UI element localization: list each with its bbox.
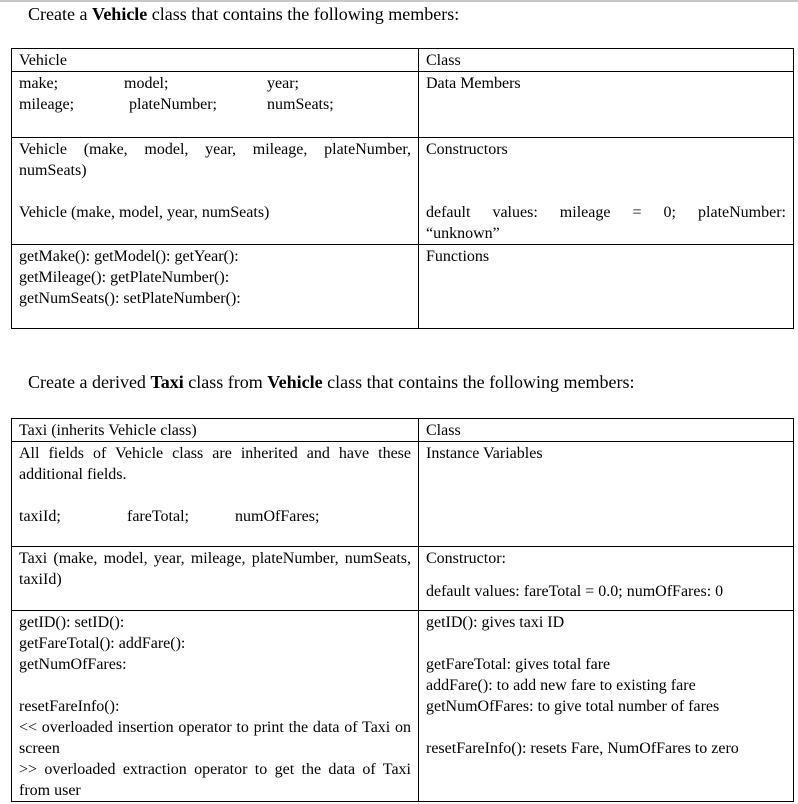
taxi-functions-line-4: resetFareInfo(): [19,698,120,715]
vehicle-constructors-row [12,138,794,245]
vehicle-functions [12,245,419,329]
taxi-extraction-operator: >> overloaded extraction operator to get the data of Taxi from user [19,761,411,799]
field-taxiid: taxiId; [19,508,61,525]
taxi-functions-line-1: getID(): setID(): [19,614,125,631]
vehicle-constructors-cell [419,138,794,245]
taxi-constructor-cell [419,547,794,611]
taxi-functions [12,611,419,802]
taxi-functions-row [12,611,794,802]
desc-getid: getID(): gives taxi ID [426,614,565,631]
member-make: make; [19,75,59,92]
field-faretotal: fareTotal; [127,508,189,525]
vehicle-default-values: default values: mileage = 0; plateNumber: “unknown” [426,204,786,242]
taxi-instance-vars-label: Instance Variables [419,442,794,547]
vehicle-data-members [12,72,419,138]
taxi-constructor-signature: Taxi (make, model, year, mileage, plateNumber, numSeats, taxiId) [19,550,411,588]
taxi-class-kind: Class [419,419,794,442]
member-mileage: mileage; [19,96,75,113]
taxi-inherits-note: All fields of Vehicle class are inherited and have these additional fields. [19,445,411,483]
desc-resetfareinfo: resetFareInfo(): resets Fare, NumOfFares to zero [426,740,739,757]
vehicle-functions-row [12,245,794,329]
vehicle-class-table [11,48,794,329]
member-model: model; [124,75,169,92]
taxi-fields-line [19,506,411,527]
desc-getnumoffares: getNumOfFares: to give total number of fares [426,698,720,715]
taxi-functions-line-2: getFareTotal(): addFare(): [19,635,186,652]
taxi-instance-vars [12,442,419,547]
data-members-line-1 [19,73,411,94]
member-numseats: numSeats; [267,96,334,113]
taxi-insertion-operator: << overloaded insertion operator to print the data of Taxi on screen [19,719,411,757]
vehicle-class-kind: Class [419,49,794,72]
taxi-constructor-label: Constructor: [426,550,506,567]
taxi-functions-line-3: getNumOfFares: [19,656,127,673]
taxi-heading: Create a derived Taxi class from Vehicle class that contains the following members: [28,372,635,392]
vehicle-constructor-1: Vehicle (make, model, year, mileage, plateNumber, numSeats) [19,141,411,179]
member-year: year; [267,75,299,92]
taxi-instance-vars-row [12,442,794,547]
top-border-line [0,0,798,2]
vehicle-constructors-label: Constructors [426,141,508,158]
vehicle-data-members-row [12,72,794,138]
vehicle-constructors [12,138,419,245]
taxi-header-row [12,419,794,442]
taxi-constructor [12,547,419,611]
taxi-class-table [11,418,794,802]
desc-getfaretotal: getFareTotal: gives total fare [426,656,611,673]
vehicle-data-members-label: Data Members [419,72,794,138]
member-platenumber: plateNumber; [129,96,217,113]
vehicle-header-row [12,49,794,72]
field-numoffares: numOfFares; [235,508,320,525]
vehicle-functions-line-3: getNumSeats(): setPlateNumber(): [19,290,241,307]
desc-addfare: addFare(): to add new fare to existing fare [426,677,696,694]
taxi-class-name: Taxi (inherits Vehicle class) [12,419,419,442]
vehicle-heading: Create a Vehicle class that contains the following members: [28,4,460,24]
vehicle-functions-label: Functions [419,245,794,329]
vehicle-functions-line-2: getMileage(): getPlateNumber(): [19,269,230,286]
taxi-default-values: default values: fareTotal = 0.0; numOfFares: 0 [426,583,724,600]
data-members-line-2 [19,94,411,115]
vehicle-class-name: Vehicle [12,49,419,72]
taxi-descriptions [419,611,794,802]
vehicle-constructor-2: Vehicle (make, model, year, numSeats) [19,204,270,221]
taxi-constructor-row [12,547,794,611]
vehicle-functions-line-1: getMake(): getModel(): getYear(): [19,248,239,265]
